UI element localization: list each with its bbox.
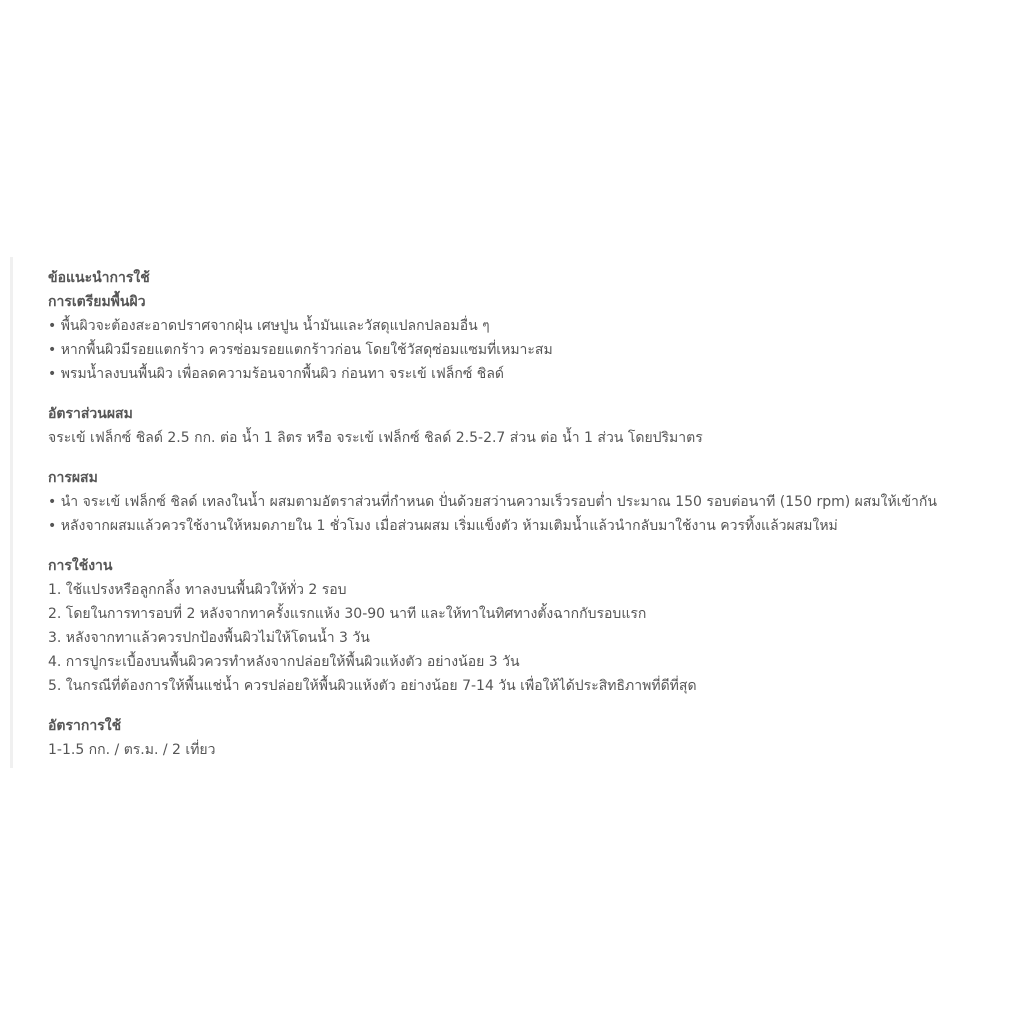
usage-heading: การใช้งาน	[48, 558, 113, 574]
rate-text: 1-1.5 กก. / ตร.ม. / 2 เที่ยว	[48, 742, 216, 758]
rate-heading: อัตราการใช้	[48, 718, 122, 734]
rate-section	[48, 714, 1008, 762]
usage-section	[48, 554, 1008, 698]
usage-step: 2. โดยในการทารอบที่ 2 หลังจากทาครั้งแรกแห้ง 30-90 นาที และให้ทาในทิศทางตั้งฉากกับรอบแรก	[48, 606, 647, 622]
ratio-heading: อัตราส่วนผสม	[48, 406, 133, 422]
mixing-item: • นำ จระเข้ เฟล็กซ์ ชิลด์ เทลงในน้ำ ผสมตามอัตราส่วนที่กำหนด ปั่นด้วยสว่านความเร็วรอบต่ำ ประมาณ 150 รอบต่อนาที (150 rpm) ผสมให้เข้ากัน	[48, 494, 937, 510]
prep-item: • หากพื้นผิวมีรอยแตกร้าว ควรซ่อมรอยแตกร้าวก่อน โดยใช้วัสดุซ่อมแซมที่เหมาะสม	[48, 342, 553, 358]
prep-item: • พื้นผิวจะต้องสะอาดปราศจากฝุ่น เศษปูน น้ำมันและวัสดุแปลกปลอมอื่น ๆ	[48, 318, 490, 334]
ratio-section	[48, 402, 1008, 450]
prep-section	[48, 266, 1008, 386]
usage-step: 5. ในกรณีที่ต้องการให้พื้นแช่น้ำ ควรปล่อยให้พื้นผิวแห้งตัว อย่างน้อย 7-14 วัน เพื่อให้ได้ประสิทธิภาพที่ดีที่สุด	[48, 678, 697, 694]
prep-item: • พรมน้ำลงบนพื้นผิว เพื่อลดความร้อนจากพื้นผิว ก่อนทา จระเข้ เฟล็กซ์ ชิลด์	[48, 366, 504, 382]
mixing-heading: การผสม	[48, 470, 98, 486]
usage-step: 3. หลังจากทาแล้วควรปกป้องพื้นผิวไม่ให้โดนน้ำ 3 วัน	[48, 630, 370, 646]
left-border-rule	[10, 257, 13, 768]
usage-step: 1. ใช้แปรงหรือลูกกลิ้ง ทาลงบนพื้นผิวให้ทั่ว 2 รอบ	[48, 582, 347, 598]
usage-instructions	[48, 266, 1008, 778]
mixing-section	[48, 466, 1008, 538]
doc-title: ข้อแนะนำการใช้	[48, 270, 150, 286]
mixing-item: • หลังจากผสมแล้วควรใช้งานให้หมดภายใน 1 ชั่วโมง เมื่อส่วนผสม เริ่มแข็งตัว ห้ามเติมน้ำแล้วนำกลับมาใช้งาน ควรทิ้งแล้วผสมใหม่	[48, 518, 838, 534]
prep-heading: การเตรียมพื้นผิว	[48, 294, 146, 310]
ratio-text: จระเข้ เฟล็กซ์ ชิลด์ 2.5 กก. ต่อ น้ำ 1 ลิตร หรือ จระเข้ เฟล็กซ์ ชิลด์ 2.5-2.7 ส่วน ต่อ น้ำ 1 ส่วน โดยปริมาตร	[48, 430, 703, 446]
usage-step: 4. การปูกระเบื้องบนพื้นผิวควรทำหลังจากปล่อยให้พื้นผิวแห้งตัว อย่างน้อย 3 วัน	[48, 654, 520, 670]
